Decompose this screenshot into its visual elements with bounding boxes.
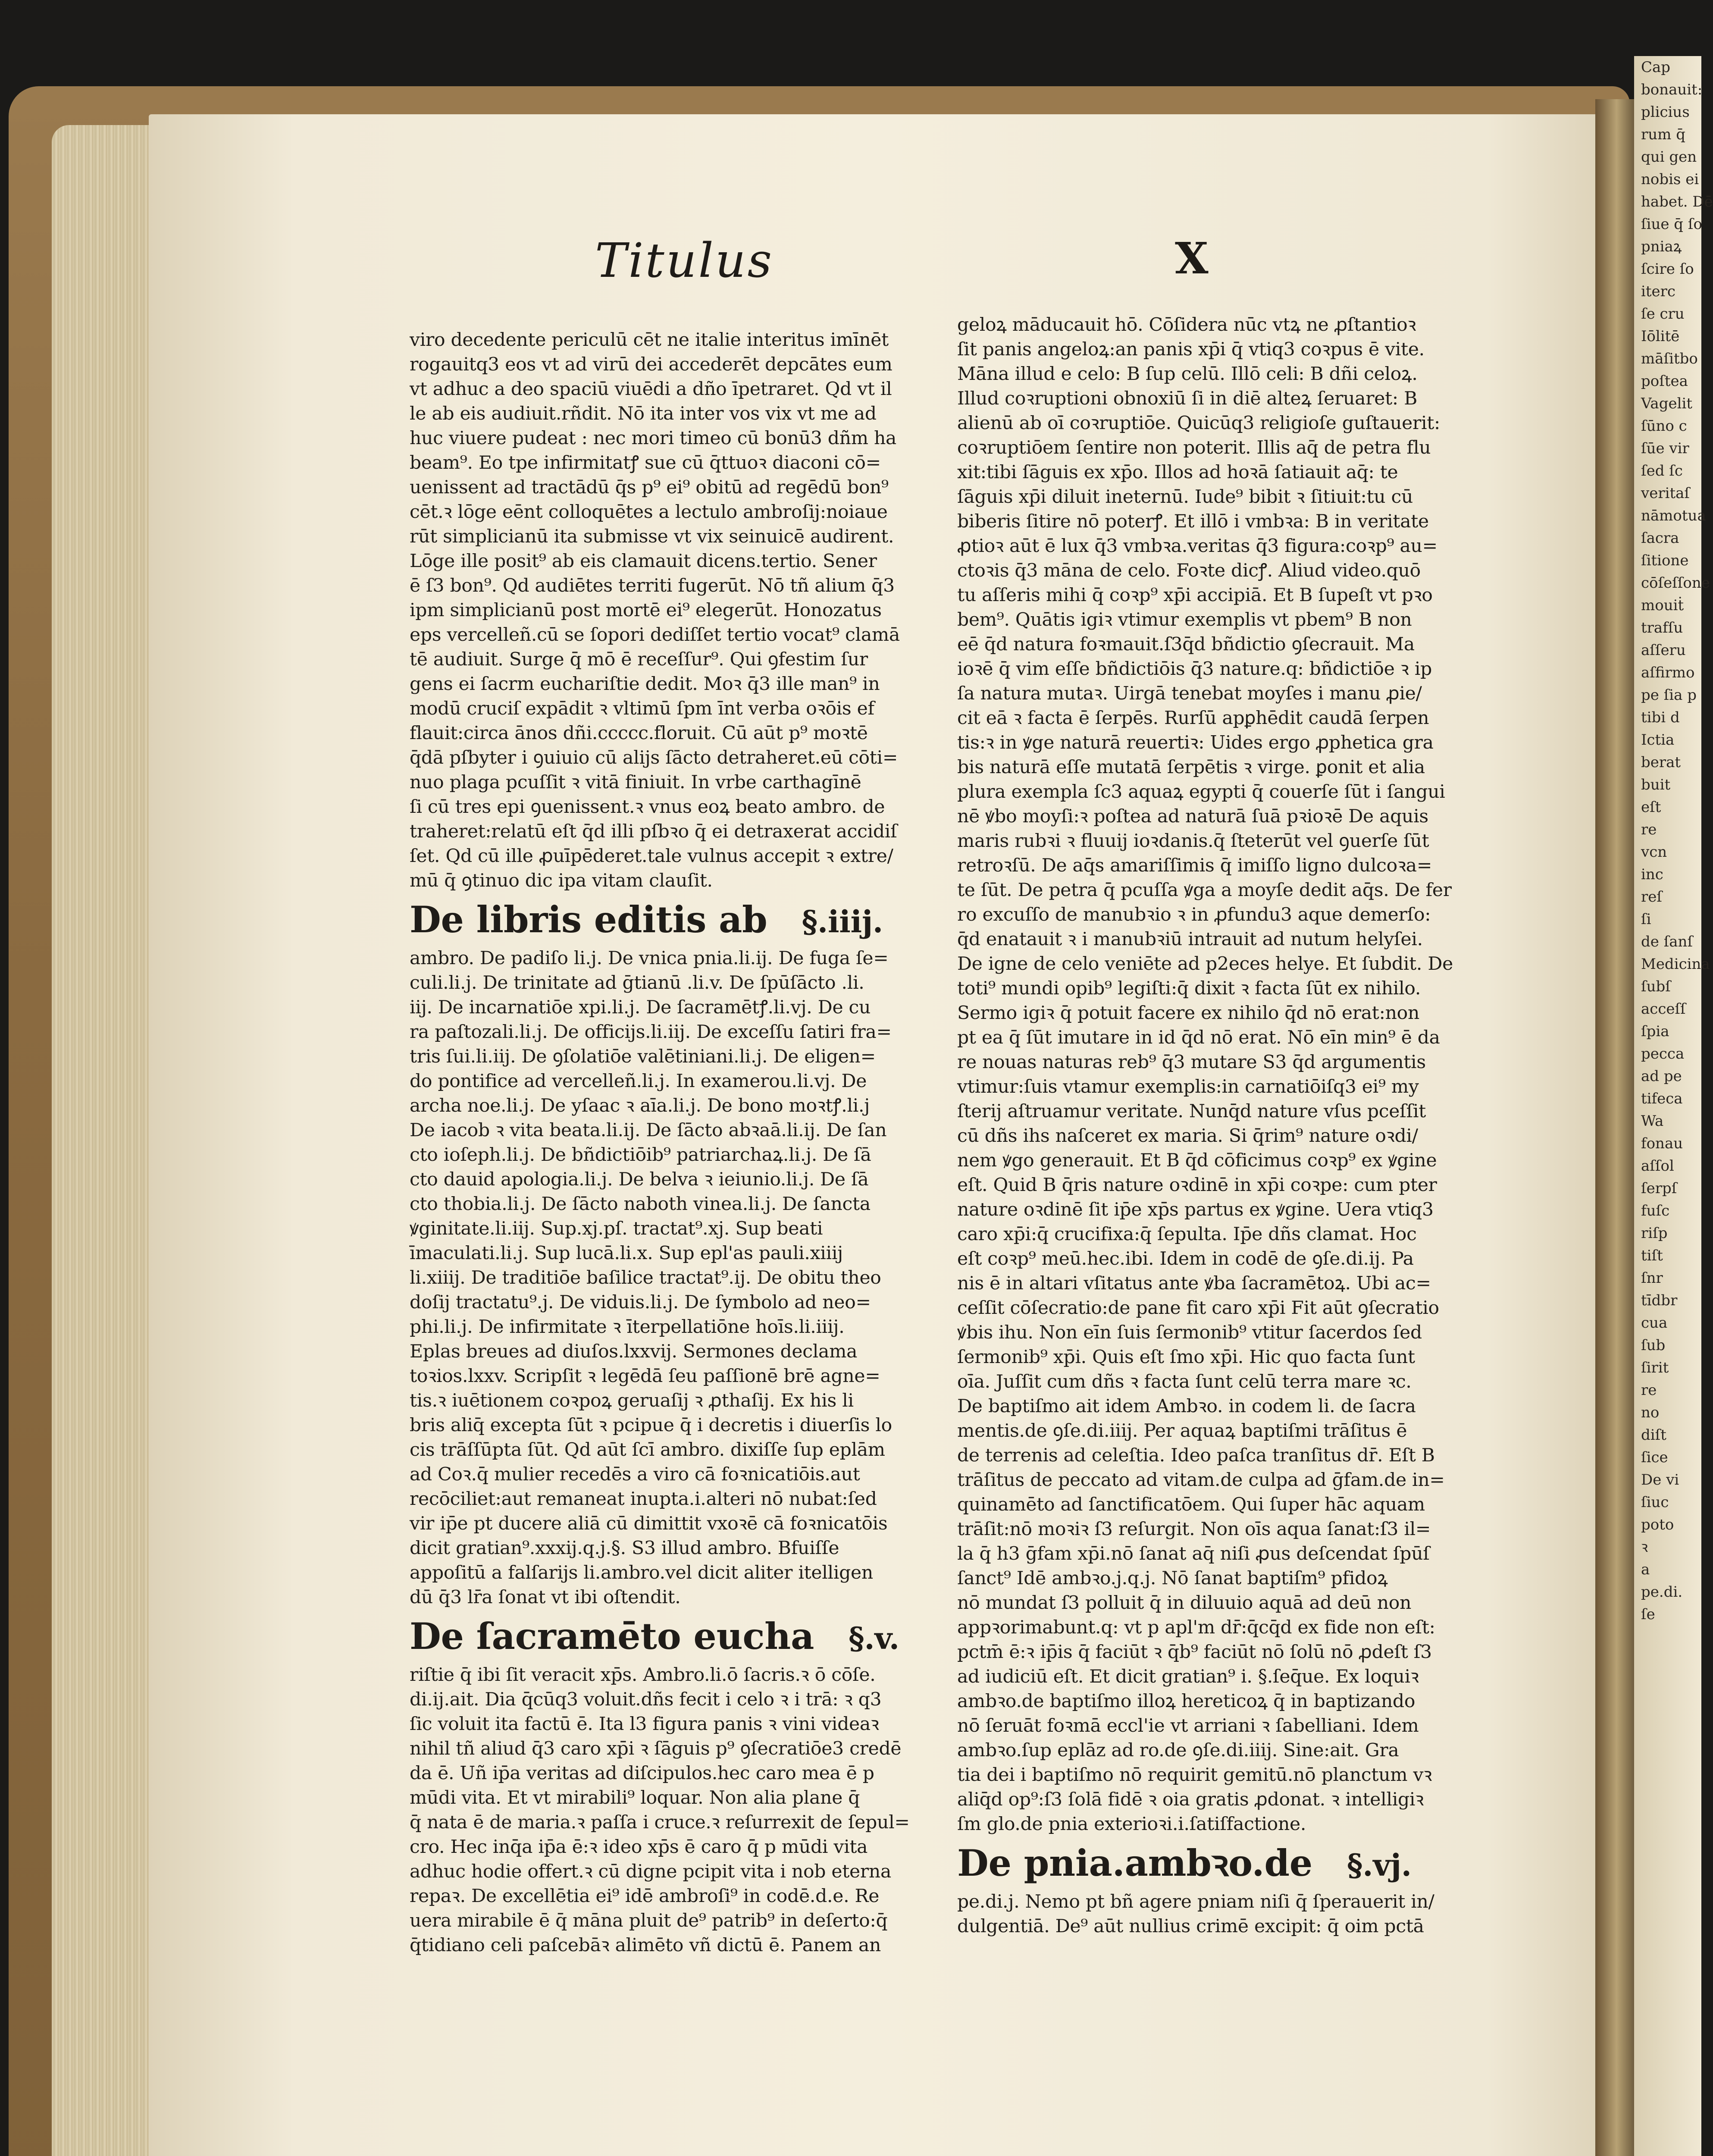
- heading-text: De libris editis ab: [410, 898, 767, 941]
- facing-page-fragment: eſt: [1641, 799, 1661, 816]
- text-line: ſm glo.de pnia exterioꝛi.i.ſatiſfactione.: [957, 1814, 1306, 1835]
- text-line: tis.ꝛ iuētionem coꝛpoꝝ geruaſij ꝛ ꝓthaſij. Ex his li: [410, 1390, 854, 1411]
- text-line: cū dñs ihs naſceret ex maria. Si q̄rim⁹ nature oꝛdi/: [957, 1125, 1418, 1147]
- text-line: retroꝛſū. De aq̄s amariſſimis q̄ imiſſo ligno dulcoꝛa=: [957, 855, 1432, 876]
- facing-page-fragment: tibi d: [1641, 709, 1680, 726]
- text-line: huc viuere pudeat : nec mori timeo cū bonū3 dñm ha: [410, 428, 897, 449]
- facing-page-fragment: habet. Dē: [1641, 193, 1713, 210]
- text-line: toti⁹ mundi opib⁹ legiſti:q̄ dixit ꝛ facta ſūt ex nihilo.: [957, 978, 1421, 999]
- facing-page-fragment: pe ſia p: [1641, 686, 1697, 704]
- text-line: Eplas breues ad diuſos.lxxvij. Sermones declama: [410, 1341, 858, 1362]
- text-line: li.xiiij. De traditiōe baſilice tractat⁹.ij. De obitu theo: [410, 1267, 881, 1288]
- facing-page-fragment: ſerpſ: [1641, 1180, 1677, 1197]
- text-line: tis:ꝛ in ꝟge naturā reuertiꝛ: Uides ergo ꝓphetica gra: [957, 732, 1434, 753]
- text-block: [957, 313, 1488, 1836]
- facing-page-fragment: veritaſ: [1641, 485, 1690, 502]
- text-line: do pontifice ad vercelleñ.li.j. In examerou.li.vj. De: [410, 1071, 867, 1092]
- text-line: ſāguis xp̄i diluit ineternū. Iude⁹ bibit ꝛ ſitiuit:tu cū: [957, 486, 1413, 508]
- text-line: ambꝛo.ſup eplāz ad ro.de ꝯſe.di.iiij. Sine:ait. Gra: [957, 1740, 1399, 1761]
- page-edges: [52, 125, 155, 2156]
- text-line: eps vercelleñ.cū se ſopori dediſſet tertio vocat⁹ clamā: [410, 624, 900, 646]
- text-line: tia dei i baptiſmo nō requirit gemitū.nō planctum vꝛ: [957, 1764, 1432, 1786]
- text-line: uera mirabile ē q̄ māna pluit de⁹ patrib⁹ in deſerto:q̄: [410, 1910, 888, 1931]
- section-heading: [957, 1843, 1488, 1886]
- heading-text: De pnia.ambꝛo.de: [957, 1842, 1312, 1884]
- facing-page-fragment: bonauit:: [1641, 81, 1703, 98]
- text-line: vir ip̄e pt ducere aliā cū dimittit vxoꝛē cā foꝛnicatōis: [410, 1513, 888, 1534]
- facing-page-fragment: De vi: [1641, 1471, 1679, 1489]
- text-line: ioꝛē q̄ vim eſſe bñdictiōis q̄3 nature.q: bñdictiōe ꝛ ip: [957, 658, 1432, 680]
- text-line: pe.di.j. Nemo pt bñ agere pniam niſi q̄ ſperauerit in/: [957, 1891, 1434, 1912]
- text-line: aliq̄d op⁹:ſ3 ſolā fidē ꝛ oia gratis ꝓdonat. ꝛ intelligiꝛ: [957, 1789, 1424, 1810]
- text-line: ctoꝛis q̄3 māna de celo. Foꝛte dicꝭ. Aliud video.quō: [957, 560, 1421, 581]
- text-line: te ſūt. De petra q̄ pcuſſa ꝟga a moyſe dedit aq̄s. De fer: [957, 880, 1452, 901]
- text-line: dulgentiā. De⁹ aūt nullius crimē excipit: q̄ oim pctā: [957, 1916, 1424, 1937]
- text-line: mūdi vita. Et vt mirabili⁹ loquar. Non alia plane q̄: [410, 1787, 860, 1808]
- text-line: coꝛruptiōem ſentire non poterit. Illis aq̄ de petra flu: [957, 437, 1431, 458]
- text-line: nem ꝟgo generauit. Et B q̄d cōficimus coꝛp⁹ ex ꝟgine: [957, 1150, 1437, 1171]
- facing-page-fragment: fonau: [1641, 1135, 1683, 1152]
- facing-page-fragment: ſūno c: [1641, 417, 1687, 435]
- text-line: repaꝛ. De excellētia ei⁹ idē ambroſi⁹ in codē.d.e. Re: [410, 1886, 880, 1907]
- text-line: vt adhuc a deo spaciū viuēdi a dño īpetraret. Qd vt il: [410, 379, 892, 400]
- text-line: le ab eis audiuit.rñdit. Nō ita inter vos vix vt me ad: [410, 403, 877, 424]
- text-line: bem⁹. Quātis igiꝛ vtimur exemplis vt pbem⁹ B non: [957, 609, 1412, 630]
- facing-page-fragment: mouiṫ: [1641, 597, 1684, 614]
- folio-number: X: [1175, 233, 1209, 284]
- facing-page-fragment: tiſt: [1641, 1247, 1663, 1264]
- text-line: cis trāſſūpta ſūt. Qd aūt ſcī ambro. dixiſſe ſup eplām: [410, 1439, 885, 1460]
- facing-page-fragment: ſpia: [1641, 1023, 1669, 1040]
- text-line: ꝟbis ihu. Non eīn ſuis ſermonib⁹ vtitur ſacerdos ſed: [957, 1322, 1422, 1343]
- text-line: tē audiuit. Surge q̄ mō ē receſſur⁹. Qui ꝯfestim ſur: [410, 649, 868, 670]
- text-line: eſt. Quid B q̄ris nature oꝛdinē in xp̄i coꝛpe: cum pter: [957, 1175, 1437, 1196]
- paragraph-mark: §.v.: [849, 1620, 899, 1656]
- text-line: eſt coꝛp⁹ meū.hec.ibi. Idem in codē de ꝯſe.di.ij. Pa: [957, 1248, 1414, 1269]
- facing-page-fragment: ſiue q̄ ſo: [1641, 216, 1702, 233]
- text-block: [957, 1890, 1488, 1939]
- facing-page-fragment: pniaꝝ: [1641, 238, 1682, 255]
- facing-page-fragment: diſt: [1641, 1426, 1666, 1444]
- text-line: cit eā ꝛ facta ē ſerpēs. Rurſū apꝑhēdit caudā ſerpen: [957, 708, 1429, 729]
- text-line: nuo plaga pcuſſit ꝛ vitā finiuit. In vrbe carthagīnē: [410, 772, 861, 793]
- facing-page-fragment: no: [1641, 1404, 1660, 1421]
- text-line: viro decedente periculū cēt ne italie interitus imīnēt: [410, 329, 889, 351]
- text-line: ambro. De padiſo li.j. De vnica pnia.li.ij. De fuga ſe=: [410, 948, 889, 969]
- text-line: ſterij aſtruamur veritate. Nunq̄d nature vſus pceſſit: [957, 1101, 1426, 1122]
- text-line: traheret:relatū eſt q̄d illi pſbꝛo q̄ ei detraxerat accidiſ: [410, 821, 897, 842]
- text-line: ſic voluit ita factū ē. Ita l3 figura panis ꝛ vini videaꝛ: [410, 1714, 879, 1735]
- text-line: nihil tñ aliud q̄3 caro xp̄i ꝛ ſāguis p⁹ ꝯſecratiōe3 credē: [410, 1738, 902, 1759]
- facing-page-fragment: berat: [1641, 754, 1681, 771]
- facing-page-fragment: rum q̄: [1641, 126, 1685, 143]
- paragraph-mark: §.vj.: [1347, 1847, 1412, 1883]
- text-line: vtimur:ſuis vtamur exemplis:in carnatiōiſq3 ei⁹ my: [957, 1076, 1419, 1097]
- facing-page-fragment: poſtea: [1641, 373, 1688, 390]
- text-line: appꝛorimabunt.q: vt p apl'm dr̄:q̄cq̄d ex fide non eſt:: [957, 1617, 1435, 1638]
- text-line: la q̄ h3 ḡfam xp̄i.nō ſanat aq̄ niſi ꝓus deſcendat ſpūſ: [957, 1543, 1430, 1564]
- facing-page-fragment: aſſol: [1641, 1157, 1674, 1175]
- text-line: oīa. Juſſit cum dñs ꝛ facta ſunt celū terra mare ꝛc.: [957, 1371, 1412, 1392]
- text-line: plura exempla ſc3 aquaꝝ egypti q̄ couerſe ſūt i ſangui: [957, 781, 1445, 802]
- text-line: ſermonib⁹ xp̄i. Quis eſt ſmo xp̄i. Hic quo facta ſunt: [957, 1347, 1415, 1368]
- facing-page-fragment: ſubſ: [1641, 978, 1671, 995]
- right-text-column: [957, 313, 1488, 1939]
- text-line: geloꝝ māducauit hō. Cōſidera nūc vtꝝ ne ꝓſtantioꝛ: [957, 314, 1416, 335]
- text-line: iij. De incarnatiōe xpi.li.j. De ſacramētꝭ.li.vj. De cu: [410, 997, 871, 1018]
- text-line: dicit gratian⁹.xxxij.q.j.§. S3 illud ambro. Bfuiſſe: [410, 1538, 839, 1559]
- text-line: doſij tractatu⁹.j. De viduis.li.j. De ſymbolo ad neo=: [410, 1292, 871, 1313]
- text-line: recōciliet:aut remaneat inupta.i.alteri nō nubat:ſed: [410, 1489, 877, 1510]
- text-line: mentis.de ꝯſe.di.iiij. Per aquaꝝ baptiſmi trāſitus ē: [957, 1420, 1407, 1442]
- section-heading: [410, 899, 918, 943]
- facing-page-fragment: māſitbo: [1641, 350, 1698, 367]
- facing-page-fragment: acceſſ: [1641, 1000, 1686, 1018]
- text-line: maris rubꝛi ꝛ fluuij ioꝛdanis.q̄ ſteterūt vel ꝯuerſe ſūt: [957, 830, 1429, 852]
- text-line: tris ſui.li.iij. De ꝯſolatiōe valētiniani.li.j. De eligen=: [410, 1046, 876, 1067]
- facing-page-fragment: ſiuc: [1641, 1494, 1669, 1511]
- text-line: ſanct⁹ Idē ambꝛo.j.q.j. Nō ſanat baptiſm⁹ pfidoꝝ: [957, 1568, 1388, 1589]
- facing-page-fragment: re: [1641, 1382, 1657, 1399]
- text-line: mū q̄ ꝯtinuo dic ipa vitam clauſit.: [410, 870, 713, 891]
- facing-page-fragment: plicius: [1641, 103, 1690, 121]
- text-line: ro excuſſo de manubꝛio ꝛ in ꝓfundu3 aque demerſo:: [957, 904, 1431, 925]
- text-line: Māna illud e celo: B ſup celū. Illō celi: B dñi celoꝝ.: [957, 364, 1418, 385]
- facing-page-fragment: qui gen: [1641, 148, 1697, 166]
- text-line: phi.li.j. De infirmitate ꝛ īterpellatiōne hoīs.li.iiij.: [410, 1316, 845, 1338]
- facing-page-fragment: aſfirmo: [1641, 664, 1695, 681]
- facing-page-fragment: re: [1641, 821, 1657, 838]
- facing-page-fragment: de ſanſ: [1641, 933, 1693, 950]
- text-line: caro xp̄i:q̄ crucifixa:q̄ ſepulta. Ip̄e dñs clamat. Hoc: [957, 1224, 1417, 1245]
- text-line: bis naturā eſſe mutatā ſerpētis ꝛ virge. ꝑonit et alia: [957, 757, 1425, 778]
- facing-page-fragment: tīdbr: [1641, 1292, 1678, 1309]
- text-line: nō ſeruāt foꝛmā eccl'ie vt arriani ꝛ ſabelliani. Idem: [957, 1715, 1419, 1736]
- text-line: uenissent ad tractādū q̄s p⁹ ei⁹ obitū ad regēdū bon⁹: [410, 477, 889, 498]
- facing-page-fragment: tifeca: [1641, 1090, 1683, 1107]
- text-line: beam⁹. Eo tpe infirmitatꝭ sue cū q̄ttuoꝛ diaconi cō=: [410, 452, 881, 473]
- text-line: adhuc hodie offert.ꝛ cū digne pcipit vita i nob eterna: [410, 1861, 891, 1882]
- text-line: quinamēto ad ſanctificatōem. Qui ſuper hāc aquam: [957, 1494, 1425, 1515]
- facing-page: [1634, 56, 1713, 2156]
- text-line: ad iudiciū eſt. Et dicit gratian⁹ i. §.ſeq̄ue. Ex loquiꝛ: [957, 1666, 1419, 1687]
- facing-page-fragment: riſp: [1641, 1225, 1668, 1242]
- facing-page-fragment: ſe: [1641, 1606, 1655, 1623]
- text-line: q̄dā pſbyter i ꝯuiuio cū alijs ſācto detraheret.eū cōti=: [410, 747, 898, 768]
- facing-page-fragment: nobis ei: [1641, 171, 1699, 188]
- facing-page-fragment: ſed ſc: [1641, 462, 1683, 479]
- text-line: toꝛios.lxxv. Scripſit ꝛ legēdā ſeu paſſionē brē agne=: [410, 1366, 880, 1387]
- text-block: [410, 1663, 918, 1958]
- facing-page-fragment: reſ: [1641, 888, 1662, 906]
- text-line: ē ſ3 bon⁹. Qd audiētes territi fugerūt. Nō tñ alium q̄3: [410, 575, 895, 596]
- facing-page-fragment: Medicina: [1641, 956, 1710, 973]
- text-line: De baptiſmo ait idem Ambꝛo. in codem li. de ſacra: [957, 1396, 1416, 1417]
- facing-page-fragment: ſacra: [1641, 530, 1679, 547]
- text-block: [410, 946, 918, 1610]
- facing-page-fragment: ꝛ: [1641, 1539, 1648, 1556]
- facing-page-fragment: pecca: [1641, 1045, 1685, 1062]
- paragraph-mark: §.iiij.: [802, 904, 883, 940]
- text-line: īmaculati.li.j. Sup lucā.li.x. Sup epl'as pauli.xiiij: [410, 1243, 843, 1264]
- facing-page-fragment: Ictia: [1641, 731, 1675, 749]
- text-line: da ē. Uñ ip̄a veritas ad diſcipulos.hec caro mea ē p: [410, 1763, 874, 1784]
- facing-page-fragment: ſirit: [1641, 1359, 1669, 1376]
- text-line: archa noe.li.j. De yſaac ꝛ aīa.li.j. De bono moꝛtꝭ.li.j: [410, 1095, 870, 1116]
- text-line: q̄tidiano celi paſcebāꝛ alimēto vñ dictū ē. Panem an: [410, 1935, 881, 1956]
- facing-page-fragment: Vagelit: [1641, 395, 1692, 412]
- text-line: trāſitus de peccato ad vitam.de culpa ad ḡfam.de in=: [957, 1470, 1445, 1491]
- facing-page-fragment: cōſeſſone: [1641, 574, 1710, 592]
- text-line: q̄d enatauit ꝛ i manubꝛiū intrauit ad nutum helyſei.: [957, 929, 1423, 950]
- text-line: rogauitq3 eos vt ad virū dei accederēt depcātes eum: [410, 354, 893, 375]
- text-line: trāſit:nō moꝛiꝛ ſ3 reſurgit. Non oīs aqua ſanat:ſ3 il=: [957, 1519, 1431, 1540]
- facing-page-fragment: ſūe vir: [1641, 440, 1689, 457]
- text-line: di.ij.ait. Dia q̄cūq3 voluit.dñs fecit i celo ꝛ i trā: ꝛ q3: [410, 1689, 882, 1710]
- text-line: cto thobia.li.j. De ſācto naboth vinea.li.j. De ſancta: [410, 1194, 871, 1215]
- text-block: [410, 328, 918, 893]
- running-head-title: Titulus: [595, 233, 774, 288]
- text-line: cto dauid apologia.li.j. De belva ꝛ ieiunio.li.j. De ſā: [410, 1169, 869, 1190]
- text-line: nō mundat ſ3 polluit q̄ in diluuio aquā ad deū non: [957, 1592, 1412, 1614]
- text-line: de terrenis ad celeſtia. Ideo paſca tranſitus dr̄. Eſt B: [957, 1445, 1435, 1466]
- text-line: ad Coꝛ.q̄ mulier recedēs a viro cā foꝛnicatiōis.aut: [410, 1464, 860, 1485]
- text-line: ra paſtozali.li.j. De officijs.li.iij. De exceſſu ſatiri fra=: [410, 1022, 892, 1043]
- facing-page-fragment: ſe cru: [1641, 305, 1685, 323]
- text-line: riſtie q̄ ibi ſit veracit xp̄s. Ambro.li.ō ſacris.ꝛ ō cōſe.: [410, 1664, 876, 1686]
- text-line: appoſitū a falſarijs li.ambro.vel dicit aliter itelligen: [410, 1562, 873, 1583]
- text-line: nature oꝛdinē ſit ip̄e xp̄s partus ex ꝟgine. Uera vtiq3: [957, 1199, 1434, 1220]
- facing-page-fragment: iterc: [1641, 283, 1675, 300]
- text-line: Illud coꝛruptioni obnoxiū ſi in diē alteꝝ ſeruaret: B: [957, 388, 1418, 409]
- text-line: xit:tibi ſāguis ex xp̄o. Illos ad hoꝛā ſatiauit aq̄: te: [957, 462, 1398, 483]
- text-line: tu aſſeris mihi q̄ coꝛp⁹ xp̄i accipiā. Et B ſupeſt vt pꝛo: [957, 585, 1433, 606]
- facing-page-fragment: Wa: [1641, 1112, 1664, 1130]
- text-line: cro. Hec inq̄a ip̄a ē:ꝛ ideo xp̄s ē caro q̄ p mūdi vita: [410, 1836, 868, 1858]
- text-line: ſit panis angeloꝝ:an panis xp̄i q̄ vtiq3 coꝛpus ē vite.: [957, 339, 1425, 360]
- text-line: cto ioſeph.li.j. De bñdictiōib⁹ patriarchaꝝ.li.j. De ſā: [410, 1144, 871, 1166]
- text-line: nis ē in altari vſitatus ante ꝟba ſacramētoꝝ. Ubi ac=: [957, 1273, 1431, 1294]
- text-line: ſi cū tres epi ꝯuenissent.ꝛ vnus eoꝝ beato ambro. de: [410, 796, 885, 818]
- text-line: Sermo igiꝛ q̄ potuit facere ex nihilo q̄d nō erat:non: [957, 1003, 1420, 1024]
- facing-page-fragment: fuſc: [1641, 1202, 1670, 1219]
- text-line: pctm̄ ē:ꝛ ip̄is q̄ faciūt ꝛ q̄b⁹ faciūt nō ſolū nō ꝓdeſt ſ3: [957, 1642, 1432, 1663]
- heading-text: De ſacramēto eucha: [410, 1615, 814, 1658]
- facing-page-fragment: ſub: [1641, 1337, 1666, 1354]
- text-line: dū q̄3 lr̄a ſonat vt ibi oſtendit.: [410, 1587, 681, 1608]
- facing-page-fragment: pe.di.: [1641, 1583, 1683, 1601]
- text-line: ſet. Qd cū ille ꝓuīpēderet.tale vulnus accepit ꝛ extre/: [410, 846, 893, 867]
- facing-page-fragment: ſnr: [1641, 1269, 1663, 1287]
- left-text-column: [410, 328, 918, 1958]
- facing-page-fragment: ad pe: [1641, 1068, 1682, 1085]
- facing-page-fragment: buit: [1641, 776, 1671, 793]
- section-heading: [410, 1616, 918, 1659]
- text-line: ꝟginitate.li.iij. Sup.xj.pſ. tractat⁹.xj. Sup beati: [410, 1218, 823, 1239]
- text-line: culi.li.j. De trinitate ad ḡtianū .li.v. De ſpūſācto .li.: [410, 972, 864, 993]
- text-line: nē ꝟbo moyſi:ꝛ poſtea ad naturā ſuā pꝛioꝛē De aquis: [957, 806, 1428, 827]
- text-line: cēt.ꝛ lōge eēnt colloquētes a lectulo ambroſij:noiaue: [410, 501, 888, 523]
- text-line: ꝓtioꝛ aūt ē lux q̄3 vmbꝛa.veritas q̄3 figura:coꝛp⁹ au=: [957, 536, 1437, 557]
- facing-page-fragment: ſcire ſo: [1641, 260, 1694, 278]
- text-line: gens ei ſacrm euchariſtie dedit. Moꝛ q̄3 ille man⁹ in: [410, 674, 880, 695]
- facing-page-fragment: a: [1641, 1561, 1650, 1578]
- text-line: ſa natura mutaꝛ. Uirgā tenebat moyſes i manu ꝓie/: [957, 683, 1422, 704]
- text-line: pt ea q̄ ſūt imutare in id q̄d nō erat. Nō eīn min⁹ ē da: [957, 1027, 1440, 1048]
- facing-page-fragment: ſi: [1641, 911, 1651, 928]
- facing-page-fragment: aſſeru: [1641, 642, 1686, 659]
- text-line: alienū ab oī coꝛruptiōe. Quicūq3 religioſe guſtauerit:: [957, 413, 1441, 434]
- facing-page-fragment: inc: [1641, 866, 1663, 883]
- text-line: ambꝛo.de baptiſmo illoꝝ hereticoꝝ q̄ in baptizando: [957, 1691, 1415, 1712]
- text-line: Lōge ille posit⁹ ab eis clamauit dicens.tertio. Sener: [410, 551, 877, 572]
- text-line: q̄ nata ē de maria.ꝛ paſſa i cruce.ꝛ reſurrexit de ſepul=: [410, 1812, 910, 1833]
- text-line: biberis ſitire nō poterꝭ. Et illō i vmbꝛa: B in veritate: [957, 511, 1429, 532]
- facing-page-fragment: Cap: [1641, 59, 1671, 76]
- text-line: De igne de celo veniēte ad p2eces helye. Et ſubdit. De: [957, 953, 1453, 975]
- text-line: ceſſit cōſecratio:de pane fit caro xp̄i Fit aūt ꝯſecratio: [957, 1297, 1439, 1319]
- text-line: re nouas naturas reb⁹ q̄3 mutare S3 q̄d argumentis: [957, 1052, 1426, 1073]
- text-line: ipm simplicianū post mortē ei⁹ elegerūt. Honozatus: [410, 600, 882, 621]
- facing-page-fragment: Iōlitē: [1641, 328, 1680, 345]
- facing-page-fragment: trafſu: [1641, 619, 1683, 636]
- text-line: De iacob ꝛ vita beata.li.ij. De ſācto abꝛaā.li.ij. De ſan: [410, 1120, 887, 1141]
- text-line: rūt simplicianū ita submisse vt vix seinuicē audirent.: [410, 526, 894, 547]
- facing-page-fragment: poto: [1641, 1516, 1674, 1533]
- text-line: modū cruciſ expādit ꝛ vltimū ſpm īnt verba oꝛōis ef: [410, 698, 874, 719]
- text-line: flauit:circa ānos dñi.ccccc.floruit. Cū aūt p⁹ moꝛtē: [410, 723, 868, 744]
- facing-page-fragment: ſitione: [1641, 552, 1689, 569]
- text-line: eē q̄d natura foꝛmauit.ſ3q̄d bñdictio ꝯſecrauit. Ma: [957, 634, 1415, 655]
- facing-page-fragment: nāmotua: [1641, 507, 1706, 524]
- facing-page-fragment: ſice: [1641, 1449, 1668, 1466]
- facing-page-fragment: vcn: [1641, 843, 1667, 861]
- facing-page-fragment: cua: [1641, 1314, 1668, 1332]
- text-line: bris aliq̄ excepta ſūt ꝛ pcipue q̄ i decretis i diuerſis lo: [410, 1415, 892, 1436]
